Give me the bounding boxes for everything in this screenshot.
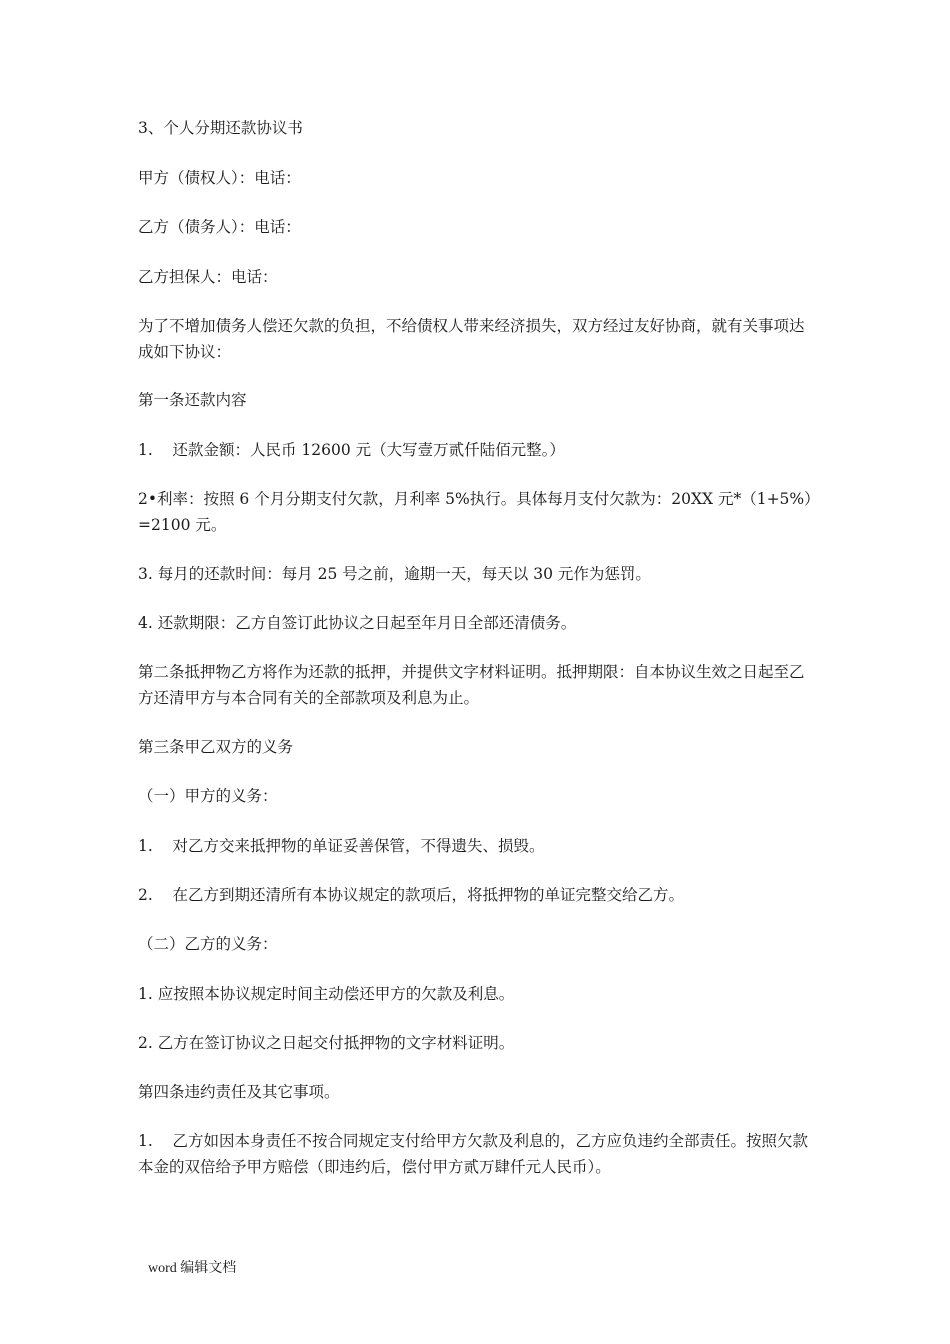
party-b-duty-1: 1. 应按照本协议规定时间主动偿还甲方的欠款及利息。	[138, 985, 515, 1003]
article3-heading: 第三条甲乙双方的义务	[138, 738, 294, 756]
document-title: 3、个人分期还款协议书	[138, 119, 303, 137]
article4-item1: 1. 乙方如因本身责任不按合同规定支付给甲方欠款及利息的，乙方应负违约全部责任。按照欠款本金的双倍给予甲方赔偿（即违约后，偿付甲方贰万肆仟元人民币）。	[138, 1132, 808, 1176]
article1-item1: 1. 还款金额：人民币 12600 元（大写壹万贰仟陆佰元整。）	[138, 441, 565, 459]
party-b-duty-2: 2. 乙方在签订协议之日起交付抵押物的文字材料证明。	[138, 1034, 515, 1052]
party-a-duty-1: 1. 对乙方交来抵押物的单证妥善保管，不得遗失、损毁。	[138, 837, 545, 855]
guarantor-line: 乙方担保人：电话：	[138, 268, 278, 286]
article4-heading: 第四条违约责任及其它事项。	[138, 1083, 340, 1101]
article1-item2: 2•利率：按照 6 个月分期支付欠款，月利率 5%执行。具体每月支付欠款为：20XX 元*（1+5%）=2100 元。	[138, 490, 812, 534]
party-a-duties-heading: （一）甲方的义务：	[138, 787, 278, 805]
article2-paragraph: 第二条抵押物乙方将作为还款的抵押，并提供文字材料证明。抵押期限：自本协议生效之日起至乙方还清甲方与本合同有关的全部款项及利息为止。	[138, 663, 805, 707]
article1-item4: 4. 还款期限：乙方自签订此协议之日起至年月日全部还清债务。	[138, 614, 577, 632]
article1-item3: 3. 每月的还款时间：每月 25 号之前，逾期一天，每天以 30 元作为惩罚。	[138, 565, 651, 583]
party-a-line: 甲方（债权人）：电话：	[138, 169, 301, 187]
party-b-duties-heading: （二）乙方的义务：	[138, 935, 278, 953]
footer-label: word 编辑文档	[148, 1261, 237, 1276]
party-a-duty-2: 2. 在乙方到期还清所有本协议规定的款项后，将抵押物的单证完整交给乙方。	[138, 886, 684, 904]
article1-heading: 第一条还款内容	[138, 391, 247, 409]
party-b-line: 乙方（债务人）：电话：	[138, 218, 301, 236]
preamble-paragraph: 为了不增加债务人偿还欠款的负担，不给债权人带来经济损失，双方经过友好协商，就有关事项达成如下协议：	[138, 317, 805, 361]
